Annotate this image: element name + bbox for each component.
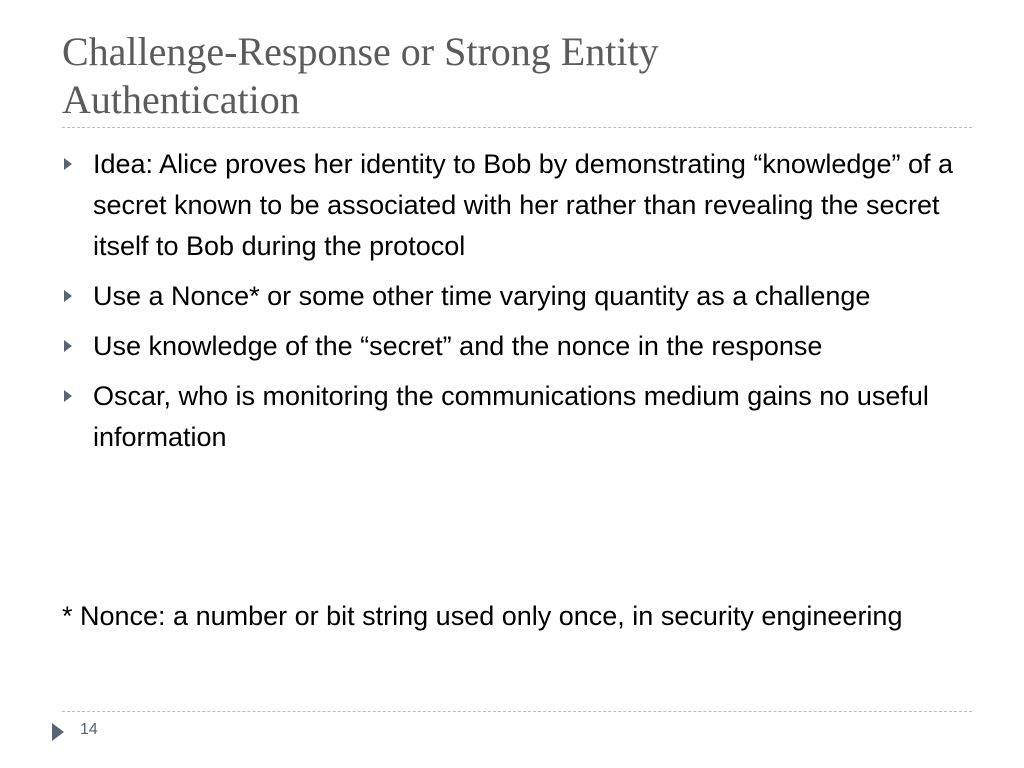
page-number: 14	[80, 721, 98, 738]
bullet-item-oscar	[60, 376, 960, 458]
footer-divider	[62, 711, 972, 712]
triangle-bullet-icon	[64, 340, 72, 352]
nonce-footnote: * Nonce: a number or bit string used only once, in security engineering	[62, 601, 903, 631]
triangle-bullet-icon	[64, 390, 72, 402]
bullet-text: Idea: Alice proves her identity to Bob by demonstrating “knowledge” of a secret known to be associated with her rather than revealing the secret itself to Bob during the protocol	[93, 149, 953, 261]
bullet-item-idea	[60, 144, 960, 267]
bullet-item-nonce	[60, 276, 960, 317]
slide-title-line-1: Challenge-Response or Strong Entity	[62, 29, 659, 74]
slide-title	[62, 28, 962, 124]
bullet-text: Use knowledge of the “secret” and the nonce in the response	[93, 331, 823, 361]
bullet-text: Use a Nonce* or some other time varying quantity as a challenge	[93, 281, 871, 311]
triangle-bullet-icon	[64, 290, 72, 302]
bullet-item-response	[60, 326, 960, 367]
slide-title-line-2: Authentication	[62, 77, 300, 122]
triangle-bullet-icon	[64, 158, 72, 170]
bullet-text: Oscar, who is monitoring the communications medium gains no useful information	[93, 381, 929, 452]
title-divider	[62, 127, 972, 128]
footer-triangle-icon	[52, 723, 64, 741]
bullet-list	[60, 144, 960, 467]
